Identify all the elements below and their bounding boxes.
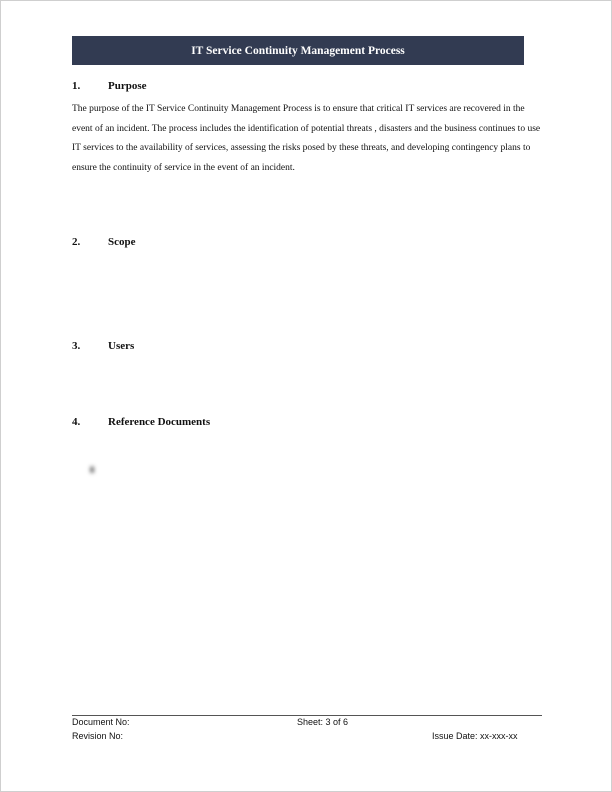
section-number: 4. <box>72 416 81 428</box>
section-title: Purpose <box>108 80 147 92</box>
footer-document-no: Document No: <box>72 717 130 727</box>
section-number: 1. <box>72 80 81 92</box>
footer-sheet-number: Sheet: 3 of 6 <box>297 717 349 727</box>
footer-divider <box>72 715 542 716</box>
section-heading-users <box>72 340 134 352</box>
section-title: Reference Documents <box>108 416 211 428</box>
footer-revision-no: Revision No: <box>72 731 124 741</box>
document-title: IT Service Continuity Management Process <box>72 36 524 65</box>
section-heading-scope <box>72 236 136 248</box>
section-heading-reference-documents <box>72 416 210 428</box>
section-number: 2. <box>72 236 81 248</box>
section-title: Users <box>108 340 135 352</box>
purpose-paragraph: The purpose of the IT Service Continuity Management Process is to ensure that critical IT services are recovered in the event of an incident. The process includes the identification of potential threats , disasters and the business continues to use IT services to the availability of services, assessing the risks posed by these threats, and developing contingency plans to ensure the continuity of service in the event of an incident. <box>72 104 541 173</box>
section-heading-purpose <box>72 80 147 92</box>
reference-documents-list <box>90 462 530 465</box>
footer-issue-date: Issue Date: xx-xxx-xx <box>432 731 518 741</box>
section-number: 3. <box>72 340 81 352</box>
section-title: Scope <box>108 236 136 248</box>
